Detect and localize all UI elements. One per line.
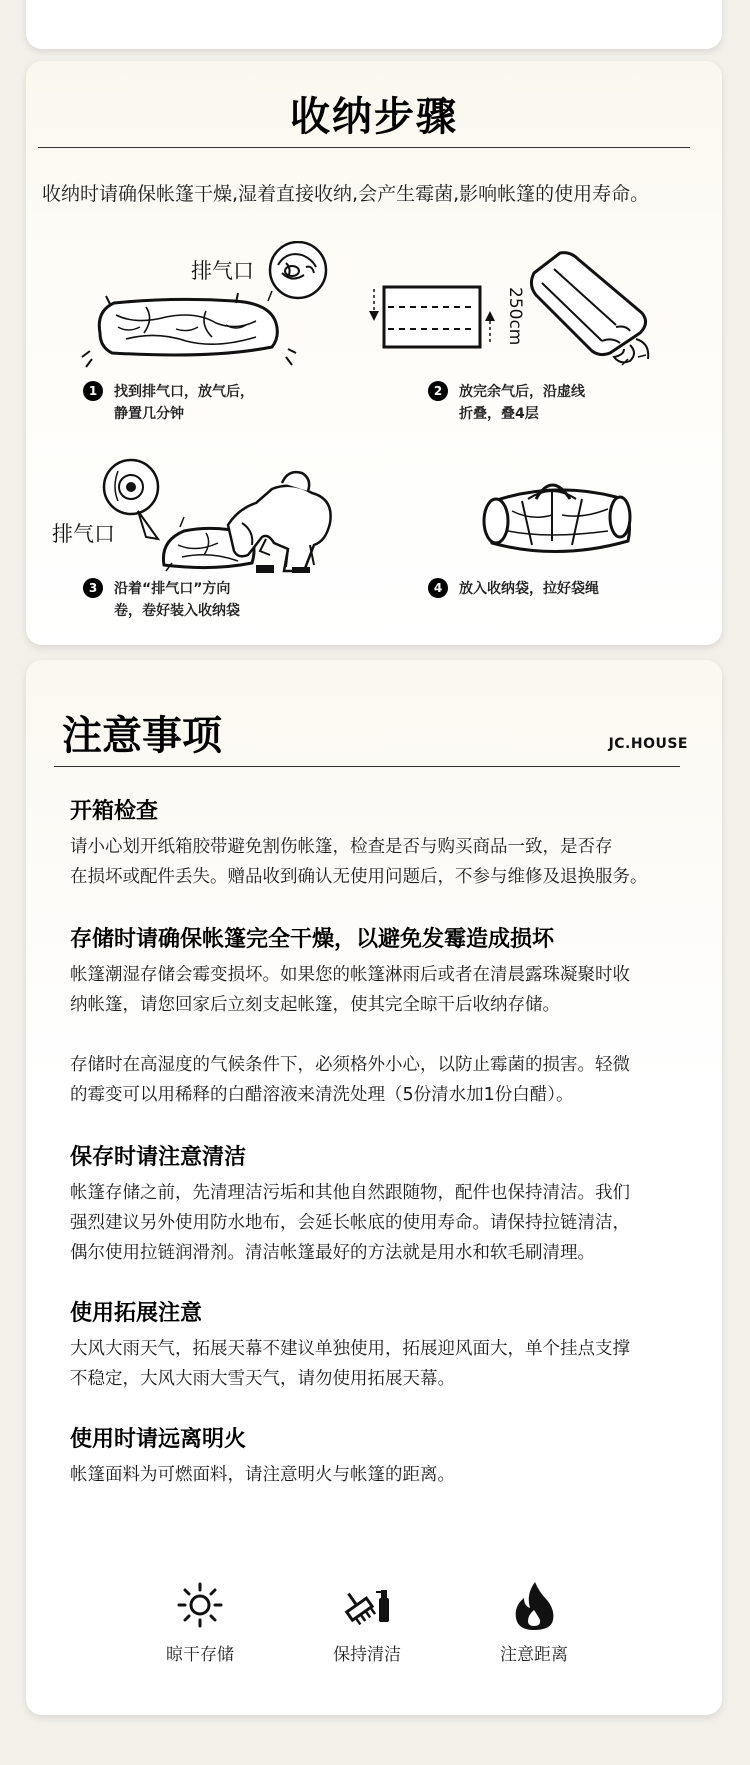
storage-bag-illustration <box>472 471 642 571</box>
body-line: 帐篷面料为可燃面料，请注意明火与帐篷的距离。 <box>70 1465 455 1485</box>
step-2 <box>428 381 585 425</box>
notes-card <box>26 660 722 1715</box>
step-text-line: 放完余气后，沿虚线 <box>459 384 585 400</box>
tip-fire-distance <box>474 1580 594 1665</box>
body-line: 存储时在高湿度的气候条件下，必须格外小心，以防止霉菌的损害。轻微 <box>70 1055 630 1075</box>
section-heading-fire: 使用时请远离明火 <box>70 1427 247 1452</box>
notes-title: 注意事项 <box>62 713 222 759</box>
body-line: 帐篷潮湿存储会霉变损坏。如果您的帐篷淋雨后或者在清晨露珠凝聚时收 <box>70 965 630 985</box>
step-text-line: 沿着“排气口”方向 <box>114 581 231 597</box>
step-number: 3 <box>83 578 103 598</box>
body-line: 帐篷存储之前，先清理洁污垢和其他自然跟随物，配件也保持清洁。我们 <box>70 1183 630 1203</box>
step-text-line: 静置几分钟 <box>114 406 184 422</box>
section-body-cleaning <box>70 1178 710 1268</box>
body-line: 在损坏或配件丢失。赠品收到确认无使用问题后，不参与维修及退换服务。 <box>70 867 648 887</box>
body-line: 大风大雨天气，拓展天幕不建议单独使用，拓展迎风面大，单个挂点支撑 <box>70 1339 630 1359</box>
body-line: 强烈建议另外使用防水地布，会延长帐底的使用寿命。请保持拉链清洁， <box>70 1213 630 1233</box>
tip-label: 晾干存储 <box>166 1645 234 1665</box>
step-number: 1 <box>83 381 103 401</box>
vent-label: 排气口 <box>191 259 254 283</box>
roll-tent-illustration <box>52 453 352 573</box>
body-line: 偶尔使用拉链润滑剂。清洁帐篷最好的方法就是用水和软毛刷清理。 <box>70 1243 595 1263</box>
notes-divider <box>54 766 680 767</box>
fold-measure: 250cm <box>505 287 525 346</box>
step-number: 4 <box>428 578 448 598</box>
body-line: 请小心划开纸箱胶带避免割伤帐篷，检查是否与购买商品一致，是否存 <box>70 837 613 857</box>
sun-icon <box>175 1580 225 1630</box>
cleaning-icon <box>342 1580 392 1630</box>
step-4 <box>428 578 599 600</box>
body-line: 纳帐篷，请您回家后立刻支起帐篷，使其完全晾干后收纳存储。 <box>70 995 560 1015</box>
tip-label: 保持清洁 <box>333 1645 401 1665</box>
section-body-extension <box>70 1334 710 1394</box>
previous-card <box>26 0 722 49</box>
step-text-line: 找到排气口，放气后， <box>114 384 254 400</box>
section-body-dry-storage <box>70 960 710 1020</box>
vent-label: 排气口 <box>52 522 115 546</box>
step-text-line: 放入收纳袋，拉好袋绳 <box>459 581 599 597</box>
step-number: 2 <box>428 381 448 401</box>
storage-title: 收纳步骤 <box>290 94 458 140</box>
section-body-fire <box>70 1460 710 1490</box>
step-text-line: 折叠，叠4层 <box>459 406 539 422</box>
flame-icon <box>509 1580 559 1630</box>
section-heading-cleaning: 保存时请注意清洁 <box>70 1145 247 1170</box>
brand-label: JC.HOUSE <box>608 736 688 752</box>
step-1 <box>83 381 254 425</box>
body-line: 不稳定，大风大雨大雪天气，请勿使用拓展天幕。 <box>70 1369 455 1389</box>
body-line: 的霉变可以用稀释的白醋溶液来清洗处理（5份清水加1份白醋）。 <box>70 1085 574 1105</box>
tip-clean <box>307 1580 427 1665</box>
tip-label: 注意距离 <box>500 1645 568 1665</box>
step-text-line: 卷，卷好装入收纳袋 <box>114 603 240 619</box>
storage-intro: 收纳时请确保帐篷干燥,湿着直接收纳,会产生霉菌,影响帐篷的使用寿命。 <box>42 183 650 205</box>
step-3 <box>83 578 240 622</box>
section-body-humidity <box>70 1050 710 1110</box>
section-body-inspection <box>70 832 710 892</box>
title-divider <box>38 147 690 148</box>
deflate-tent-illustration <box>56 241 346 401</box>
storage-steps-card <box>26 61 722 645</box>
section-heading-dry-storage: 存储时请确保帐篷完全干燥，以避免发霉造成损坏 <box>70 927 555 952</box>
section-heading-inspection: 开箱检查 <box>70 799 159 824</box>
section-heading-extension: 使用拓展注意 <box>70 1301 203 1326</box>
tip-dry <box>140 1580 260 1665</box>
fold-tent-illustration <box>366 239 706 369</box>
